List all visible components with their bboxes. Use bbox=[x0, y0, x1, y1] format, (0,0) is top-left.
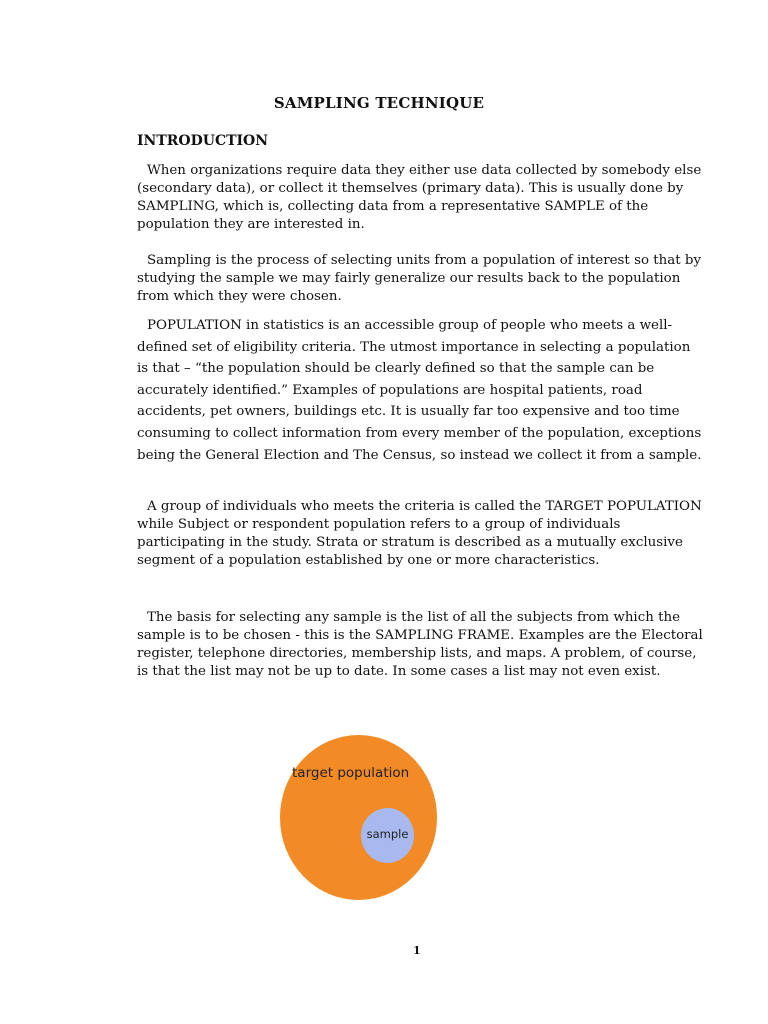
section-heading-introduction: INTRODUCTION bbox=[137, 133, 269, 149]
paragraph-population-definition: POPULATION in statistics is an accessible group of people who meets a well-defined set of eligibility criteria. The utmost importance in selecting a population is that – “the population should be clearly defined so that the sample can be accurately identified.” Examples of populations are hospital patients, road accidents, pet owners, buildings etc. It is usually far too expensive and too time consuming to collect information from every member of the population, exceptions being the General Election and The Census, so instead we collect it from a sample. bbox=[137, 318, 702, 463]
sample-label: sample bbox=[366, 827, 409, 841]
document-title: SAMPLING TECHNIQUE bbox=[273, 94, 485, 112]
target-population-circle bbox=[280, 735, 437, 900]
paragraph-sampling-definition: Sampling is the process of selecting units from a population of interest so that by studying the sample we may fairly generalize our results back to the population from which they were chosen. bbox=[137, 253, 702, 304]
paragraph-data-collection: When organizations require data they either use data collected by somebody else (secondary data), or collect it themselves (primary data). This is usually done by SAMPLING, which is, collecting data from a representative SAMPLE of the population they are interested in. bbox=[137, 163, 702, 232]
page-number: 1 bbox=[413, 944, 421, 957]
target-population-label: target population bbox=[292, 765, 410, 781]
paragraph-sampling-frame: The basis for selecting any sample is the list of all the subjects from which the sample is to be chosen - this is the SAMPLING FRAME. Examples are the Electoral register, telephone directories, membership lists, and maps. A problem, of course, is that the list may not be up to date. In some cases a list may not even exist. bbox=[137, 610, 703, 679]
population-sample-diagram bbox=[280, 735, 440, 900]
paragraph-target-population: A group of individuals who meets the criteria is called the TARGET POPULATION while Subject or respondent population refers to a group of individuals participating in the study. Strata or stratum is described as a mutually exclusive segment of a population established by one or more characteristics. bbox=[137, 499, 702, 568]
